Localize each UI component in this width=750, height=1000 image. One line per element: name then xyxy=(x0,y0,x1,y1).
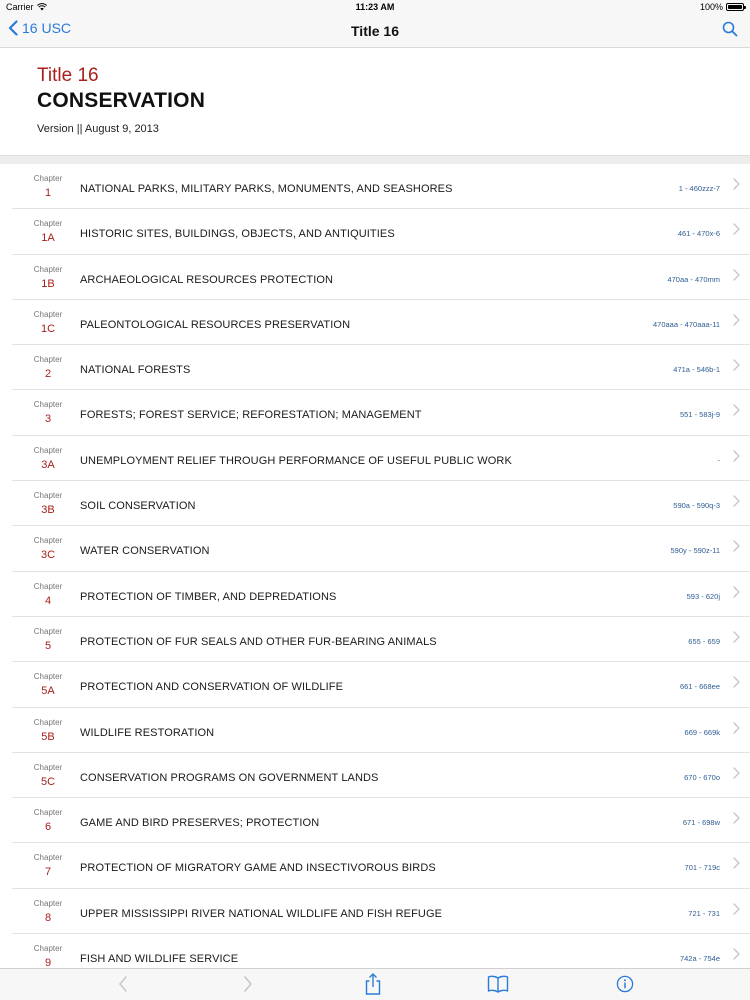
chapter-number: 5 xyxy=(44,639,52,652)
chapter-number: 2 xyxy=(44,368,52,381)
chapter-label: Chapter xyxy=(33,762,63,772)
chapter-title: PROTECTION AND CONSERVATION OF WILDLIFE xyxy=(80,681,344,694)
battery-icon xyxy=(726,3,744,11)
section-range: 721 - 731 xyxy=(688,908,720,918)
chapter-row[interactable] xyxy=(0,300,750,345)
chevron-right-icon xyxy=(733,495,740,507)
chevron-right-icon xyxy=(733,540,740,552)
chevron-right-icon xyxy=(733,676,740,688)
bookmarks-button[interactable] xyxy=(487,975,509,998)
back-arrow-button[interactable] xyxy=(116,974,130,999)
chapter-number: 4 xyxy=(44,594,52,607)
chevron-right-icon xyxy=(733,586,740,598)
chapter-row[interactable] xyxy=(0,617,750,662)
section-range: 655 - 659 xyxy=(688,636,720,646)
chapter-label: Chapter xyxy=(33,898,63,908)
chapter-number: 3B xyxy=(41,504,55,517)
chapter-row[interactable] xyxy=(0,345,750,390)
chapter-number: 1 xyxy=(44,187,52,199)
battery-indicator xyxy=(700,2,744,12)
chapter-label: Chapter xyxy=(33,445,63,455)
chapter-label: Chapter xyxy=(33,672,63,682)
back-button-label: 16 USC xyxy=(22,20,72,36)
chapter-label: Chapter xyxy=(33,717,63,727)
carrier-label: Carrier xyxy=(6,2,34,12)
title-number: Title 16 xyxy=(37,65,99,86)
chevron-right-icon xyxy=(733,812,740,824)
chapter-list[interactable] xyxy=(0,164,750,968)
chapter-title: UPPER MISSISSIPPI RIVER NATIONAL WILDLIFE AND FISH REFUGE xyxy=(80,907,443,920)
chapter-row[interactable] xyxy=(0,934,750,968)
chapter-title: NATIONAL PARKS, MILITARY PARKS, MONUMENTS, AND SEASHORES xyxy=(80,183,453,195)
search-button[interactable] xyxy=(722,21,738,42)
chapter-title: PROTECTION OF FUR SEALS AND OTHER FUR-BEARING ANIMALS xyxy=(80,635,437,648)
chapter-title: PALEONTOLOGICAL RESOURCES PRESERVATION xyxy=(80,318,351,331)
chapter-number: 5A xyxy=(41,685,55,698)
chapter-row[interactable] xyxy=(0,390,750,435)
chapter-row[interactable] xyxy=(0,798,750,843)
chapter-title: NATIONAL FORESTS xyxy=(80,364,191,377)
chapter-number: 5C xyxy=(40,775,56,788)
version-label: Version || August 9, 2013 xyxy=(37,123,159,135)
chapter-title: WILDLIFE RESTORATION xyxy=(80,726,215,739)
chapter-number: 1C xyxy=(40,322,56,335)
chapter-label: Chapter xyxy=(33,491,63,501)
chapter-label: Chapter xyxy=(33,264,63,274)
chevron-right-icon xyxy=(733,404,740,416)
chapter-row[interactable] xyxy=(0,889,750,934)
chevron-right-icon xyxy=(733,359,740,371)
title-name: CONSERVATION xyxy=(37,89,206,112)
title-header xyxy=(0,49,750,155)
section-range: 742a - 754e xyxy=(679,954,720,964)
chapter-title: PROTECTION OF MIGRATORY GAME AND INSECTIVOROUS BIRDS xyxy=(80,862,436,875)
chevron-right-icon xyxy=(733,857,740,869)
chapter-row[interactable] xyxy=(0,572,750,617)
section-separator xyxy=(0,155,750,164)
chapter-number: 3A xyxy=(41,458,55,471)
section-range: 470aaa - 470aaa-11 xyxy=(652,319,720,329)
chevron-right-icon xyxy=(733,722,740,734)
section-range: 1 - 460zzz-7 xyxy=(678,184,720,193)
info-button[interactable] xyxy=(616,975,634,998)
chapter-number: 5B xyxy=(41,730,55,743)
chapter-title: HISTORIC SITES, BUILDINGS, OBJECTS, AND ANTIQUITIES xyxy=(80,228,395,241)
chapter-row[interactable] xyxy=(0,843,750,888)
chevron-right-icon xyxy=(733,223,740,235)
section-range: 461 - 470x-6 xyxy=(677,229,720,239)
chapter-title: CONSERVATION PROGRAMS ON GOVERNMENT LANDS xyxy=(80,771,379,784)
chevron-right-icon xyxy=(733,767,740,779)
section-range: 671 - 698w xyxy=(682,818,720,828)
chapter-number: 1B xyxy=(41,277,55,290)
chevron-right-icon xyxy=(733,314,740,326)
nav-title: Title 16 xyxy=(351,23,399,39)
chapter-row[interactable] xyxy=(0,481,750,526)
search-icon xyxy=(722,21,738,37)
bottom-toolbar xyxy=(0,968,750,1000)
chapter-title: PROTECTION OF TIMBER, AND DEPREDATIONS xyxy=(80,590,337,603)
chapter-label: Chapter xyxy=(33,808,63,818)
chapter-row[interactable] xyxy=(0,526,750,571)
chapter-title: FORESTS; FOREST SERVICE; REFORESTATION; MANAGEMENT xyxy=(80,409,422,422)
chapter-number: 1A xyxy=(41,232,55,245)
chapter-row[interactable] xyxy=(0,436,750,481)
chapter-row[interactable] xyxy=(0,708,750,753)
chevron-right-icon xyxy=(733,903,740,915)
forward-arrow-icon xyxy=(241,974,255,994)
chapter-title: UNEMPLOYMENT RELIEF THROUGH PERFORMANCE OF USEFUL PUBLIC WORK xyxy=(80,454,512,467)
section-range: 701 - 719c xyxy=(684,863,720,873)
chapter-label: Chapter xyxy=(33,219,63,229)
navigation-bar xyxy=(0,14,750,48)
share-button[interactable] xyxy=(364,972,382,1000)
chapter-row[interactable] xyxy=(0,255,750,300)
section-range: 471a - 546b-1 xyxy=(673,365,720,375)
chapter-title: SOIL CONSERVATION xyxy=(80,500,196,513)
chapter-title: FISH AND WILDLIFE SERVICE xyxy=(80,953,239,966)
chapter-row[interactable] xyxy=(0,662,750,707)
chapter-title: ARCHAEOLOGICAL RESOURCES PROTECTION xyxy=(80,273,334,286)
chapter-label: Chapter xyxy=(33,853,63,863)
section-range: 593 - 620j xyxy=(686,591,720,601)
battery-percent: 100% xyxy=(699,2,723,12)
info-icon xyxy=(616,975,634,993)
chevron-right-icon xyxy=(733,948,740,960)
chapter-row[interactable] xyxy=(0,753,750,798)
section-range: 670 - 670o xyxy=(684,772,720,782)
section-range: 470aa - 470mm xyxy=(667,274,720,284)
chapter-label: Chapter xyxy=(33,355,63,365)
section-range: 669 - 669k xyxy=(684,727,720,737)
chapter-label: Chapter xyxy=(33,581,63,591)
back-arrow-icon xyxy=(116,974,130,994)
chapter-number: 9 xyxy=(44,957,52,968)
chapter-title: GAME AND BIRD PRESERVES; PROTECTION xyxy=(80,817,320,830)
share-icon xyxy=(364,972,382,996)
chapter-label: Chapter xyxy=(33,400,63,410)
chapter-label: Chapter xyxy=(33,944,63,954)
chapter-number: 6 xyxy=(44,821,52,834)
chevron-right-icon xyxy=(733,450,740,462)
chapter-title: WATER CONSERVATION xyxy=(80,545,210,558)
chapter-number: 7 xyxy=(44,866,52,879)
chapter-label: Chapter xyxy=(33,626,63,636)
chevron-right-icon xyxy=(733,631,740,643)
book-icon xyxy=(487,975,509,993)
section-range: 590y - 590z-11 xyxy=(670,546,720,556)
chapter-label: Chapter xyxy=(33,174,63,183)
chevron-right-icon xyxy=(733,178,740,190)
section-range: 590a - 590q-3 xyxy=(673,501,720,511)
section-range: 551 - 583j-9 xyxy=(679,410,720,420)
chapter-label: Chapter xyxy=(33,536,63,546)
chapter-label: Chapter xyxy=(33,309,63,319)
chevron-right-icon xyxy=(733,269,740,281)
clock: 11:23 AM xyxy=(355,2,395,12)
section-range: 661 - 668ee xyxy=(679,682,720,692)
chapter-number: 3 xyxy=(44,413,52,426)
chapter-row[interactable] xyxy=(0,209,750,254)
status-bar xyxy=(0,0,750,14)
forward-arrow-button[interactable] xyxy=(241,974,255,999)
chapter-number: 8 xyxy=(44,911,52,924)
chapter-row[interactable] xyxy=(0,164,750,209)
section-range: - xyxy=(717,455,720,465)
chapter-number: 3C xyxy=(40,549,56,562)
